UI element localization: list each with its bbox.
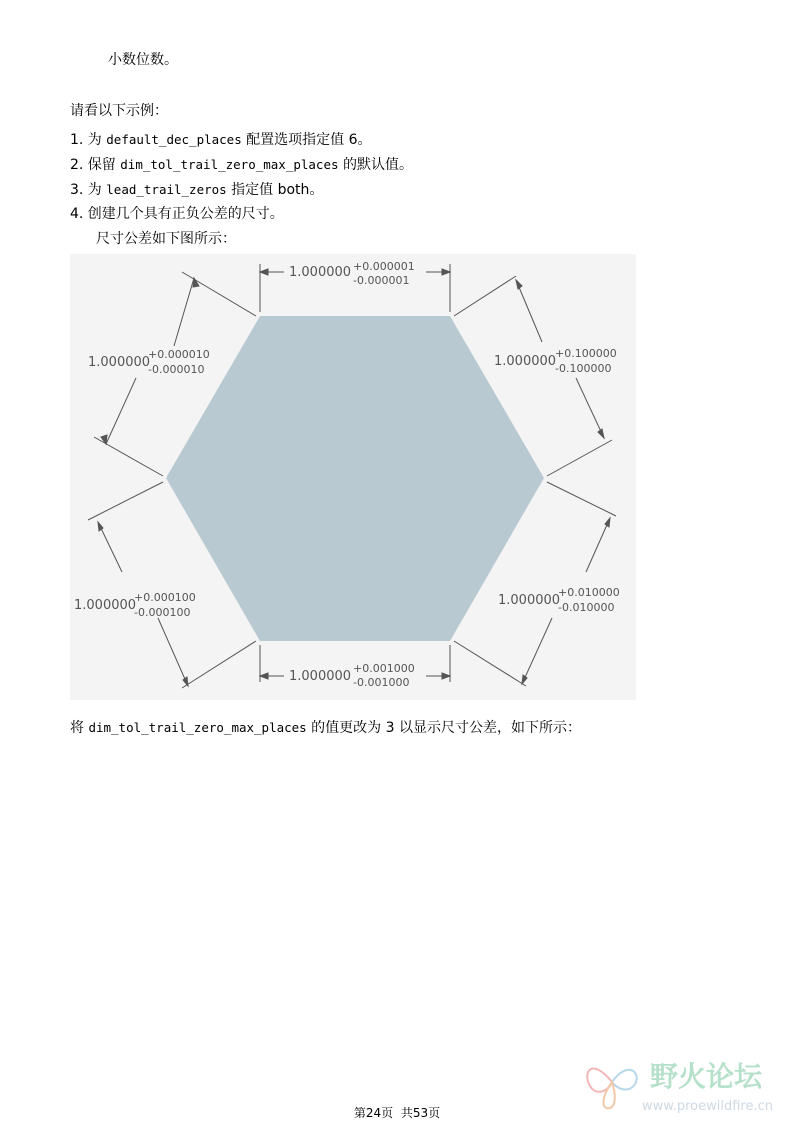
forum-url: www.proewildfire.cn <box>642 1099 773 1114</box>
instruction-text: 将 <box>70 720 89 736</box>
tolerance-minus-lower-left: -0.000100 <box>134 606 191 619</box>
dimension-nominal-upper-right: 1.000000 <box>494 354 557 369</box>
tolerance-plus-upper-right: +0.100000 <box>555 347 617 360</box>
item-text: 指定值 both。 <box>226 182 324 198</box>
tolerance-plus-top: +0.000001 <box>353 260 415 273</box>
item-number: 4. <box>70 206 84 222</box>
tolerance-plus-lower-left: +0.000100 <box>134 591 196 604</box>
tolerance-plus-lower-right: +0.010000 <box>558 586 620 599</box>
item-text: 为 <box>83 132 107 148</box>
item-text: 创建几个具有正负公差的尺寸。 <box>83 206 284 222</box>
instruction-text: 的值更改为 3 以显示尺寸公差，如下所示： <box>306 720 581 736</box>
forum-brand-name: 野火论坛 <box>650 1060 763 1093</box>
list-item <box>70 205 284 223</box>
tolerance-minus-upper-right: -0.100000 <box>555 362 612 375</box>
tolerance-minus-upper-left: -0.000010 <box>148 363 205 376</box>
dimension-nominal-top: 1.000000 <box>289 265 352 280</box>
item-number: 2. <box>70 157 84 173</box>
page-footer <box>0 1104 794 1121</box>
dimension-nominal-upper-left: 1.000000 <box>88 355 151 370</box>
example-heading: 请看以下示例： <box>70 103 168 119</box>
figure-caption: 尺寸公差如下图所示： <box>96 231 236 247</box>
dimension-nominal-lower-left: 1.000000 <box>74 598 137 613</box>
tolerance-plus-bottom: +0.001000 <box>353 662 415 675</box>
item-number: 1. <box>70 132 84 148</box>
page-total: 共53页 <box>400 1106 441 1120</box>
item-text: 保留 <box>83 157 121 173</box>
continued-text: 小数位数。 <box>108 52 178 68</box>
list-item <box>70 181 323 199</box>
tolerance-plus-upper-left: +0.000010 <box>148 348 210 361</box>
config-option-code: lead_trail_zeros <box>106 182 227 197</box>
item-text: 配置选项指定值 6。 <box>241 132 372 148</box>
item-number: 3. <box>70 182 84 198</box>
item-text: 的默认值。 <box>338 157 413 173</box>
config-option-code: dim_tol_trail_zero_max_places <box>88 720 307 735</box>
change-instruction <box>70 719 581 737</box>
item-text: 为 <box>83 182 107 198</box>
config-option-code: dim_tol_trail_zero_max_places <box>120 157 339 172</box>
tolerance-minus-lower-right: -0.010000 <box>558 601 615 614</box>
page-number: 第24页 <box>353 1106 394 1120</box>
butterfly-logo-icon <box>587 1069 636 1109</box>
list-item <box>70 156 413 174</box>
dimension-nominal-lower-right: 1.000000 <box>498 593 561 608</box>
tolerance-minus-top: -0.000001 <box>353 274 410 287</box>
tolerance-minus-bottom: -0.001000 <box>353 676 410 689</box>
hexagon-tolerance-figure <box>70 254 636 700</box>
dimension-nominal-bottom: 1.000000 <box>289 669 352 684</box>
config-option-code: default_dec_places <box>106 132 242 147</box>
list-item <box>70 131 372 149</box>
